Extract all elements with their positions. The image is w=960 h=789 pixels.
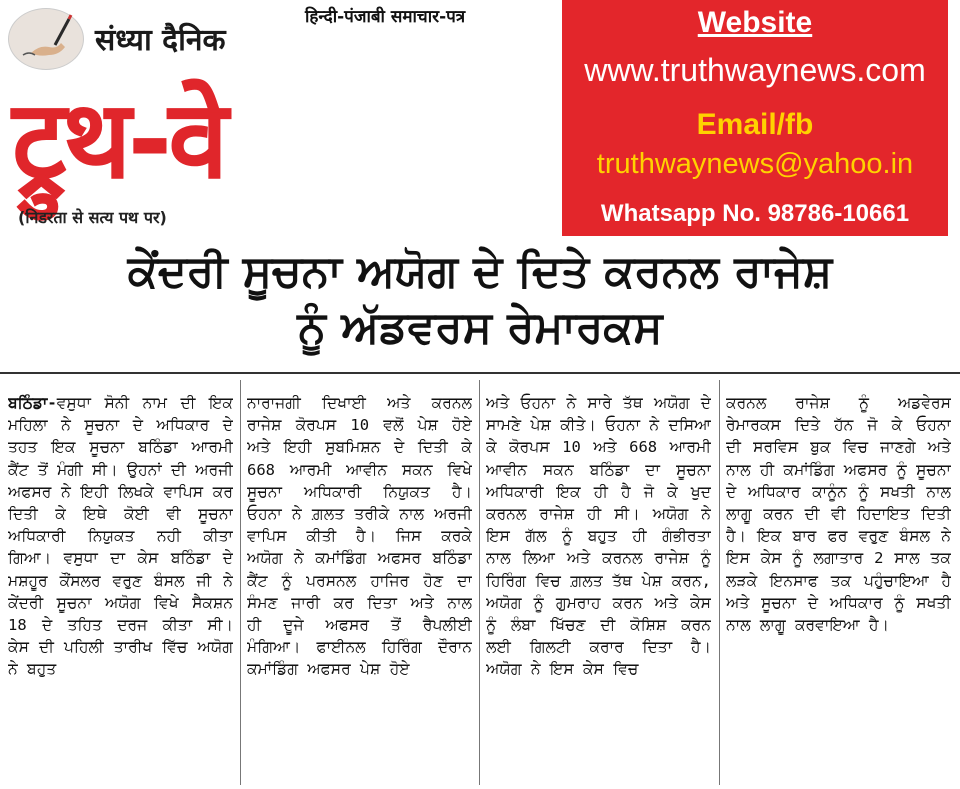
- column-1-text: ਵਸੁਧਾ ਸੋਨੀ ਨਾਮ ਦੀ ਇਕ ਮਹਿਲਾ ਨੇ ਸੂਚਨਾ ਦੇ ਅਧਿਕਾਰ ਦੇ ਤਹਤ ਇਕ ਸੂਚਨਾ ਬਠਿੰਡਾ ਆਰਮੀ ਕੈਂਟ ਤੋਂ ਮੰਗੀ ਸੀ। ਉਹਨਾਂ ਦੀ ਅਰਜੀ ਅਫਸਰ ਨੇ ਇਹੀ ਲਿਖਕੇ ਵਾਪਿਸ ਕਰ ਦਿਤੀ ਕੇ ਇਥੇ ਕੋਈ ਵੀ ਸੂਚਨਾ ਅਧਿਕਾਰੀ ਨਿਯੁਕਤ ਨਹੀ ਕੀਤਾ ਗਿਆ। ਵਸੁਧਾ ਦਾ ਕੇਸ ਬਠਿੰਡਾ ਦੇ ਮਸ਼ਹੂਰ ਕੌਂਸਲਰ ਵਰੁਣ ਬੰਸਲ ਜੀ ਨੇ ਕੇਂਦਰੀ ਸੂਚਨਾ ਅਯੋਗ ਵਿਖੇ ਸੈਕਸ਼ਨ 18 ਦੇ ਤਹਿਤ ਦਰਜ ਕੀਤਾ ਸੀ। ਕੇਸ ਦੀ ਪਹਿਲੀ ਤਾਰੀਖ ਵਿੱਚ ਅਯੋਗ ਨੇ ਬਹੁਤ: [8, 394, 233, 679]
- article-column-3: [486, 376, 711, 789]
- whatsapp-number: Whatsapp No. 98786-10661: [600, 200, 910, 227]
- contact-box: [562, 0, 948, 236]
- column-2-text: ਨਾਰਾਜਗੀ ਦਿਖਾਈ ਅਤੇ ਕਰਨਲ ਰਾਜੇਸ਼ ਕੋਰਪਸ 10 ਵਲੋਂ ਪੇਸ਼ ਹੋਏ ਅਤੇ ਇਹੀ ਸੁਬਮਿਸ਼ਨ ਦੇ ਦਿਤੀ ਕੇ 668 ਆਰਮੀ ਆਵੀਨ ਸਕਨ ਵਿਖੇ ਸੂਚਨਾ ਅਧਿਕਾਰੀ ਨਿਯੁਕਤ ਹੈ। ਓਹਨਾ ਨੇ ਗ਼ਲਤ ਤਰੀਕੇ ਨਾਲ ਅਰਜੀ ਵਾਪਿਸ ਕੀਤੀ ਹੈ। ਜਿਸ ਕਰਕੇ ਅਯੋਗ ਨੇ ਕਮਾਂਡਿੰਗ ਅਫਸਰ ਬਠਿੰਡਾ ਕੈਂਟ ਨੂੰ ਪਰਸਨਲ ਹਾਜਿਰ ਹੋਣ ਦਾ ਸੰਮਣ ਜਾਰੀ ਕਰ ਦਿਤਾ ਅਤੇ ਨਾਲ ਹੀ ਦੂਜੇ ਅਫਸਰ ਤੋਂ ਰੈਪਲੀਈ ਮੰਗਿਆ। ਫਾਈਨਲ ਹਿਰਿੰਗ ਦੌਰਾਨ ਕਮਾਂਡਿੰਗ ਅਫਸਰ ਪੇਸ਼ ਹੋਏ: [247, 394, 472, 679]
- headline-divider: [0, 372, 960, 374]
- column-3-text: ਅਤੇ ਓਹਨਾ ਨੇ ਸਾਰੇ ਤੱਥ ਅਯੋਗ ਦੇ ਸਾਮਣੇ ਪੇਸ਼ ਕੀਤੇ। ਓਹਨਾ ਨੇ ਦਸਿਆ ਕੇ ਕੋਰਪਸ 10 ਅਤੇ 668 ਆਰਮੀ ਆਵੀਨ ਸਕਨ ਬਠਿੰਡਾ ਦਾ ਸੂਚਨਾ ਅਧਿਕਾਰੀ ਇਕ ਹੀ ਹੈ ਜੋ ਕੇ ਖੁਦ ਕਰਨਲ ਰਾਜੇਸ਼ ਹੀ ਸੀ। ਅਯੋਗ ਨੇ ਇਸ ਗੱਲ ਨੂੰ ਬਹੁਤ ਹੀ ਗੰਭੀਰਤਾ ਨਾਲ ਲਿਆ ਅਤੇ ਕਰਨਲ ਰਾਜੇਸ਼ ਨੂੰ ਹਿਰਿੰਗ ਵਿਚ ਗ਼ਲਤ ਤੱਥ ਪੇਸ਼ ਕਰਨ, ਅਯੋਗ ਨੂੰ ਗੁਮਰਾਹ ਕਰਨ ਅਤੇ ਕੇਸ ਨੂੰ ਲੰਬਾ ਖਿੱਚਣ ਦੀ ਕੋਸ਼ਿਸ਼ ਕਰਨ ਲਈ ਗਿਲਟੀ ਕਰਾਰ ਦਿਤਾ ਹੈ। ਅਯੋਗ ਨੇ ਇਸ ਕੇਸ ਵਿਚ: [486, 394, 711, 679]
- pen-hand-logo-icon: [8, 8, 84, 70]
- website-label: Website: [697, 6, 813, 39]
- article-column-4: [726, 376, 951, 789]
- column-divider: [479, 380, 480, 785]
- email-label: Email/fb: [696, 108, 814, 141]
- column-divider: [240, 380, 241, 785]
- masthead: [0, 0, 960, 240]
- column-divider: [719, 380, 720, 785]
- headline-line-1: ਕੇਂਦਰੀ ਸੂਚਨਾ ਅਯੋਗ ਦੇ ਦਿਤੇ ਕਰਨਲ ਰਾਜੇਸ਼: [127, 246, 833, 297]
- column-4-text: ਕਰਨਲ ਰਾਜੇਸ਼ ਨੂੰ ਅਡਵੇਰਸ ਰੇਮਾਰਕਸ ਦਿਤੇ ਹੱਨ ਜੋ ਕੇ ਓਹਨਾ ਦੀ ਸਰਵਿਸ ਬੁਕ ਵਿਚ ਜਾਣਗੇ ਅਤੇ ਨਾਲ ਹੀ ਕਮਾਂਡਿੰਗ ਅਫਸਰ ਨੂੰ ਸੂਚਨਾ ਦੇ ਅਧਿਕਾਰ ਕਾਨੂੰਨ ਨੂੰ ਸਖਤੀ ਨਾਲ ਲਾਗੂ ਕਰਨ ਦੀ ਵੀ ਹਿਦਾਇਤ ਦਿਤੀ ਹੈ। ਇਕ ਬਾਰ ਫਰ ਵਰੁਣ ਬੰਸਲ ਨੇ ਇਸ ਕੇਸ ਨੂੰ ਲਗਾਤਾਰ 2 ਸਾਲ ਤਕ ਲੜਕੇ ਇਨਸਾਫ ਤਕ ਪਹੁੰਚਾਇਆ ਹੈ ਅਤੇ ਸੂਚਨਾ ਦੇ ਅਧਿਕਾਰ ਨੂੰ ਸਖਤੀ ਨਾਲ ਲਾਗੂ ਕਰਵਾਇਆ ਹੈ।: [726, 394, 951, 635]
- newspaper-title: ट्रुथ-वे: [12, 78, 225, 203]
- website-url: www.truthwaynews.com: [584, 52, 926, 88]
- edition-label: संध्या दैनिक: [95, 23, 226, 58]
- article-column-2: [247, 376, 472, 789]
- article-column-1: [8, 376, 233, 789]
- email-address: truthwaynews@yahoo.in: [596, 148, 914, 180]
- dateline: ਬਠਿੰਡਾ-: [8, 394, 57, 412]
- article-headline: [0, 244, 960, 356]
- headline-line-2: ਨੂੰ ਅੱਡਵਰਸ ਰੇਮਾਰਕਸ: [297, 302, 663, 353]
- language-tagline: हिन्दी-पंजाबी समाचार-पत्र: [305, 7, 466, 27]
- article-body: [0, 376, 960, 789]
- newspaper-motto: (निडरता से सत्य पथ पर): [18, 208, 167, 227]
